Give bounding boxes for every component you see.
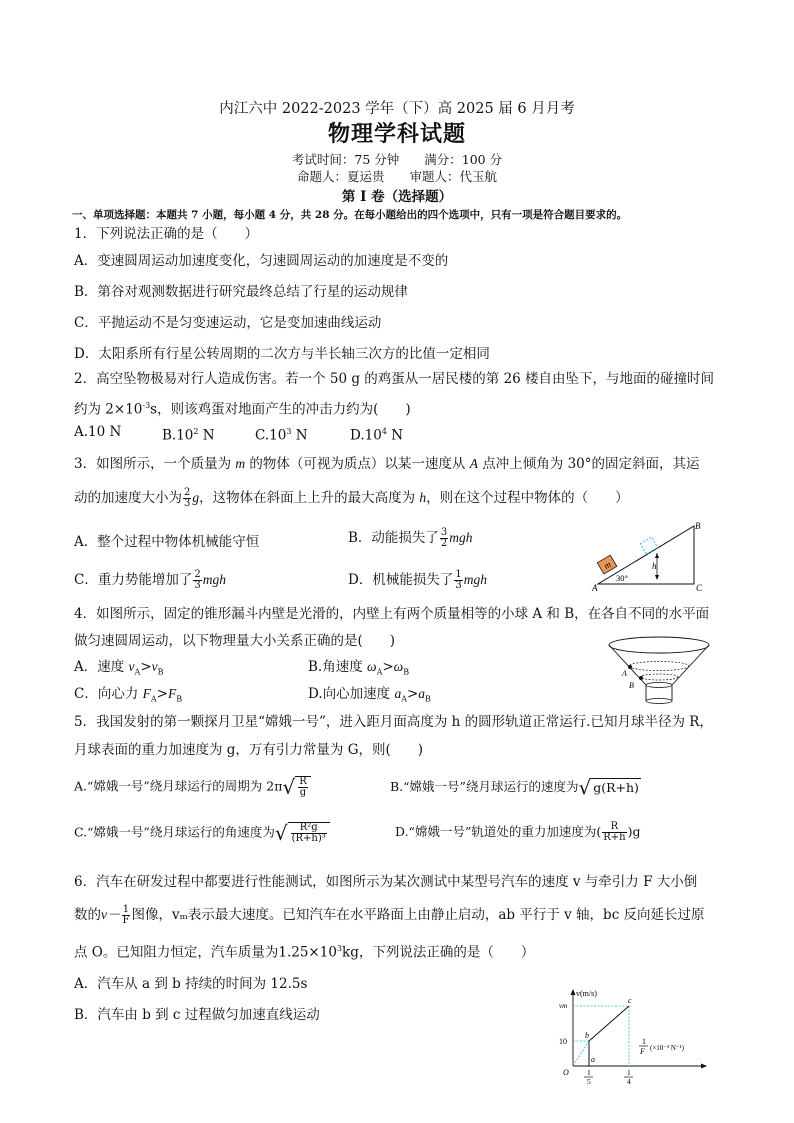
q5-stem-line2: 月球表面的重力加速度为 g，万有引力常量为 G，则( ) <box>74 742 424 758</box>
funnel-neck <box>646 683 672 688</box>
q4-a-sub1: A <box>134 667 141 677</box>
q3-b-den: 2 <box>440 538 448 549</box>
q3-d-mgh: mgh <box>463 572 487 587</box>
q4-a-var1: v <box>128 659 135 674</box>
q5-c-text: C.“嫦娥一号”绕月球运行的角速度为 <box>74 824 275 840</box>
height-arrow-bottom <box>655 575 659 580</box>
q4-d-sub1: A <box>401 694 407 704</box>
authors-line: 命题人：夏运贵 审题人：代玉航 <box>296 169 497 184</box>
q3-option-c <box>74 570 226 591</box>
block-m <box>597 555 617 574</box>
q5-a-text: A.“嫦娥一号”绕月球运行的周期为 2π <box>74 778 283 794</box>
q4-stem-line2: 做匀速圆周运动，以下物理量大小关系正确的是( ) <box>74 633 396 649</box>
q6-option-a: A．汽车从 a 到 b 持续的时间为 12.5s <box>74 976 308 992</box>
q4-c-text: C．向心力 <box>74 686 143 702</box>
block-dashed <box>640 537 657 554</box>
q2-stem-line2 <box>74 397 411 419</box>
q5-option-a <box>74 776 311 798</box>
q5-option-d <box>395 822 640 843</box>
q3-d-den: 3 <box>455 580 462 591</box>
q2-b-exp: 2 <box>193 427 199 436</box>
q3-text-6: ，则在这个过程中物体的（ ） <box>426 490 629 506</box>
q5-d-text: D.“嫦娥一号”轨道处的重力加速度为( <box>395 824 602 839</box>
q3-var-h: h <box>419 490 427 505</box>
tick1-den: 5 <box>587 1077 591 1084</box>
q2-c-exp: 3 <box>286 427 292 436</box>
q3-stem-line1 <box>74 455 700 473</box>
q4-c-sub2: B <box>176 694 183 704</box>
q4-b-gt: > <box>382 659 394 675</box>
q4-option-b <box>308 658 409 682</box>
orbit-a <box>629 662 689 671</box>
q2-b-unit: N <box>198 427 215 444</box>
q2-stem-line1: 2．高空坠物极易对行人造成伤害。若一个 50 g 的鸡蛋从一居民楼的第 26 楼自由坠下，与地面的碰撞时间 <box>74 371 715 387</box>
q3-c-text: C．重力势能增加了 <box>74 572 193 588</box>
q6-mass-exp: 3 <box>336 944 343 953</box>
q2-option-d <box>350 423 403 445</box>
q2-d-base: D.10 <box>350 427 382 444</box>
angle-label: 30° <box>616 573 628 583</box>
point-a: a <box>591 1055 595 1064</box>
y-axis-arrow <box>571 989 576 995</box>
q6-frac-num: 1 <box>122 904 130 915</box>
time-info: 考试时间：75 分钟 满分：100 分 <box>291 152 503 167</box>
block-label: m <box>601 559 613 571</box>
q4-d-text: D.向心加速度 <box>308 686 395 702</box>
q6-text-1: 数的 <box>74 907 101 923</box>
x-axis-arrow <box>701 1064 707 1069</box>
q4-c-gt: > <box>156 686 168 702</box>
q3-b-num: 3 <box>440 527 448 538</box>
volume-title: 第 I 卷（选择题） <box>341 189 453 205</box>
ten-label: 10 <box>559 1037 567 1046</box>
q3-d-text: D．机械能损失了 <box>348 572 454 588</box>
q5-option-b <box>390 775 641 800</box>
q4-c-sub1: A <box>150 694 157 704</box>
q5-c-den: (R+h)³ <box>291 833 326 844</box>
q4-b-text: B.角速度 <box>308 659 368 675</box>
q2-time-exp: -3 <box>142 401 151 410</box>
x-unit-label: (×10⁻³ N⁻¹) <box>650 1044 685 1052</box>
q2-b-base: B.10 <box>162 427 194 444</box>
q4-b-sub1: A <box>376 667 383 677</box>
x-label-num: 1 <box>642 1037 646 1046</box>
q1-option-c: C．平抛运动不是匀变速运动，它是变加速曲线运动 <box>74 315 382 331</box>
q4-stem-line1: 4．如图所示，固定的锥形漏斗内壁是光滑的，内壁上有两个质量相等的小球 A 和 B，在各自不同的水平面 <box>74 606 710 622</box>
q5-b-text: B.“嫦娥一号”绕月球运行的速度为 <box>390 779 579 794</box>
ball-b <box>639 676 643 680</box>
q2-c-base: C.10 <box>255 427 287 444</box>
q3-var-a: A <box>469 456 478 471</box>
q3-text-5: ，这物体在斜面上上升的最大高度为 <box>199 490 420 506</box>
q4-c-var2: F <box>167 686 177 701</box>
q1-option-a: A．变速圆周运动加速度变化，匀速圆周运动的加速度是不变的 <box>74 253 449 269</box>
q3-option-b <box>348 528 473 549</box>
q3-var-m: m <box>235 456 246 471</box>
tick1-num: 1 <box>587 1068 591 1077</box>
school-line: 内江六中 2022-2023 学年（下）高 2025 届 6 月月考 <box>219 101 575 117</box>
q5-c-num: R²g <box>291 823 327 834</box>
q3-var-g: g <box>192 490 200 505</box>
vm-label: vm <box>559 1002 568 1010</box>
q1-stem: 1．下列说法正确的是（ ） <box>74 226 259 242</box>
q3-text-1: 3．如图所示，一个质量为 <box>74 456 236 472</box>
q3-text-4: 动的加速度大小为 <box>74 490 182 506</box>
q4-d-var1: a <box>394 686 402 701</box>
q4-d-gt: > <box>406 686 419 702</box>
q5-a-sqrt: √ $\frac{R}{g}$ <box>282 776 310 798</box>
q3-d-fraction <box>454 570 462 591</box>
tick2-num: 1 <box>627 1068 631 1077</box>
q4-d-var2: a <box>418 686 426 701</box>
q4-a-var2: v <box>151 659 158 674</box>
point-c-label: C <box>696 583 703 592</box>
q4-option-a <box>74 658 164 682</box>
segment-bc <box>589 1006 629 1041</box>
q3-c-fraction <box>193 570 201 591</box>
funnel-rim <box>609 637 709 653</box>
funnel-figure <box>604 635 714 705</box>
point-a-label: A <box>592 583 598 592</box>
page-title: 物理学科试题 <box>327 121 466 147</box>
q6-v-minus: v－ <box>101 907 121 922</box>
q5-stem-line1: 5．我国发射的第一颗探月卫星“嫦娥一号”，进入距月面高度为 h 的圆形轨道正常运行.已知月球半径为 R， <box>74 714 713 730</box>
q3-text-3: 点冲上倾角为 30°的固定斜面，其运 <box>477 456 700 472</box>
q5-c-sqrt: √ $\frac{\text{R²g}}{\text{(R+h)³}}$ <box>275 822 330 844</box>
q5-b-sqrt: √ g(R+h) <box>578 775 639 800</box>
q4-c-var1: F <box>142 686 151 701</box>
y-axis-label: v(m/s) <box>576 989 597 998</box>
q6-frac-den: F <box>122 915 130 926</box>
q6-text-3: 点 O。已知阻力恒定，汽车质量为 <box>74 944 279 961</box>
origin-label: O <box>563 1068 569 1077</box>
q2-d-unit: N <box>386 427 404 444</box>
q6-text-4: kg，下列说法正确的是（ ） <box>342 944 535 961</box>
q6-stem-line3 <box>74 940 534 962</box>
q1-option-b: B．第谷对观测数据进行研究最终总结了行星的运动规律 <box>74 284 408 300</box>
q3-b-mgh: mgh <box>449 530 473 545</box>
height-label: h <box>652 561 657 571</box>
point-b-label: B <box>695 521 701 531</box>
q3-stem-line2 <box>74 488 629 509</box>
q1-option-d: D．太阳系所有行星公转周期的二次方与半长轴三次方的比值一定相同 <box>74 346 490 362</box>
q6-mass: 1.25×10 <box>278 944 337 961</box>
incline-figure <box>590 520 705 592</box>
q5-d-den: R+h <box>603 832 626 843</box>
q3-option-a: A．整个过程中物体机械能守恒 <box>74 534 260 550</box>
q2-option-c <box>255 423 308 445</box>
q4-d-sub2: B <box>425 694 431 704</box>
tick2-den: 4 <box>627 1077 631 1084</box>
q6-text-2: 图像，vₘ表示最大速度。已知汽车在水平路面上由静止启动，ab 平行于 v 轴，bc 反向延长过原 <box>131 907 705 923</box>
q3-frac-den: 3 <box>184 498 191 509</box>
q3-frac-num: 2 <box>184 487 191 498</box>
q6-stem-line1: 6．汽车在研发过程中都要进行性能测试，如图所示为某次测试中某型号汽车的速度 v 与牵引力 F 大小倒 <box>74 874 698 890</box>
q4-option-d <box>308 685 431 709</box>
q4-a-text: A．速度 <box>74 659 129 675</box>
q3-c-mgh: mgh <box>202 572 226 587</box>
q5-a-den: g <box>299 787 307 798</box>
v-f-graph <box>555 984 715 1084</box>
q2-d-exp: 4 <box>381 427 387 436</box>
bc-extension <box>573 1041 589 1066</box>
q3-d-num: 1 <box>455 569 462 580</box>
q4-b-sub2: B <box>403 667 410 677</box>
q2-stem-tail: s，则该鸡蛋对地面产生的冲击力约为( ) <box>150 401 411 418</box>
q4-a-gt: > <box>140 659 152 675</box>
q3-fraction <box>183 488 191 509</box>
q5-option-c <box>74 822 330 844</box>
q4-b-var1: ω <box>367 659 377 674</box>
orbit-b <box>640 674 678 680</box>
q2-option-b <box>162 423 215 445</box>
q3-option-d <box>348 570 487 591</box>
q6-stem-line2 <box>74 905 705 926</box>
q6-fraction <box>122 905 131 926</box>
ball-b-label: B <box>629 681 634 690</box>
point-c: c <box>628 996 632 1005</box>
section-instruction: 一、单项选择题：本题共 7 小题，每小题 4 分，共 28 分。在每小题给出的四个选项中，只有一项是符合题目要求的。 <box>72 209 628 221</box>
ball-a <box>628 665 632 669</box>
q4-a-sub2: B <box>157 667 164 677</box>
q2-option-a: A.10 N <box>74 424 122 440</box>
q4-b-var2: ω <box>393 659 404 674</box>
q2-c-unit: N <box>291 427 308 444</box>
q2-time-base: 约为 2×10 <box>74 401 143 418</box>
incline-triangle <box>598 526 694 584</box>
q5-a-num: R <box>299 776 307 787</box>
q4-option-c <box>74 685 182 709</box>
point-b: b <box>585 1031 589 1040</box>
q6-option-b: B．汽车由 b 到 c 过程做匀加速直线运动 <box>74 1007 320 1023</box>
q3-b-fraction <box>440 528 448 549</box>
q5-d-num: R <box>602 822 626 833</box>
q3-c-num: 2 <box>194 569 201 580</box>
height-arrow-top <box>655 553 659 558</box>
funnel-bottom <box>646 699 672 704</box>
q3-c-den: 3 <box>194 580 201 591</box>
q3-text-2: 的物体（可视为质点）以某一速度从 <box>245 456 470 472</box>
q3-b-text: B．动能损失了 <box>348 530 439 546</box>
q5-b-radicand: g(R+h) <box>593 780 639 795</box>
q5-d-tail: )g <box>627 824 641 839</box>
x-label-den: F <box>640 1047 645 1056</box>
ball-a-label: A <box>622 669 627 678</box>
